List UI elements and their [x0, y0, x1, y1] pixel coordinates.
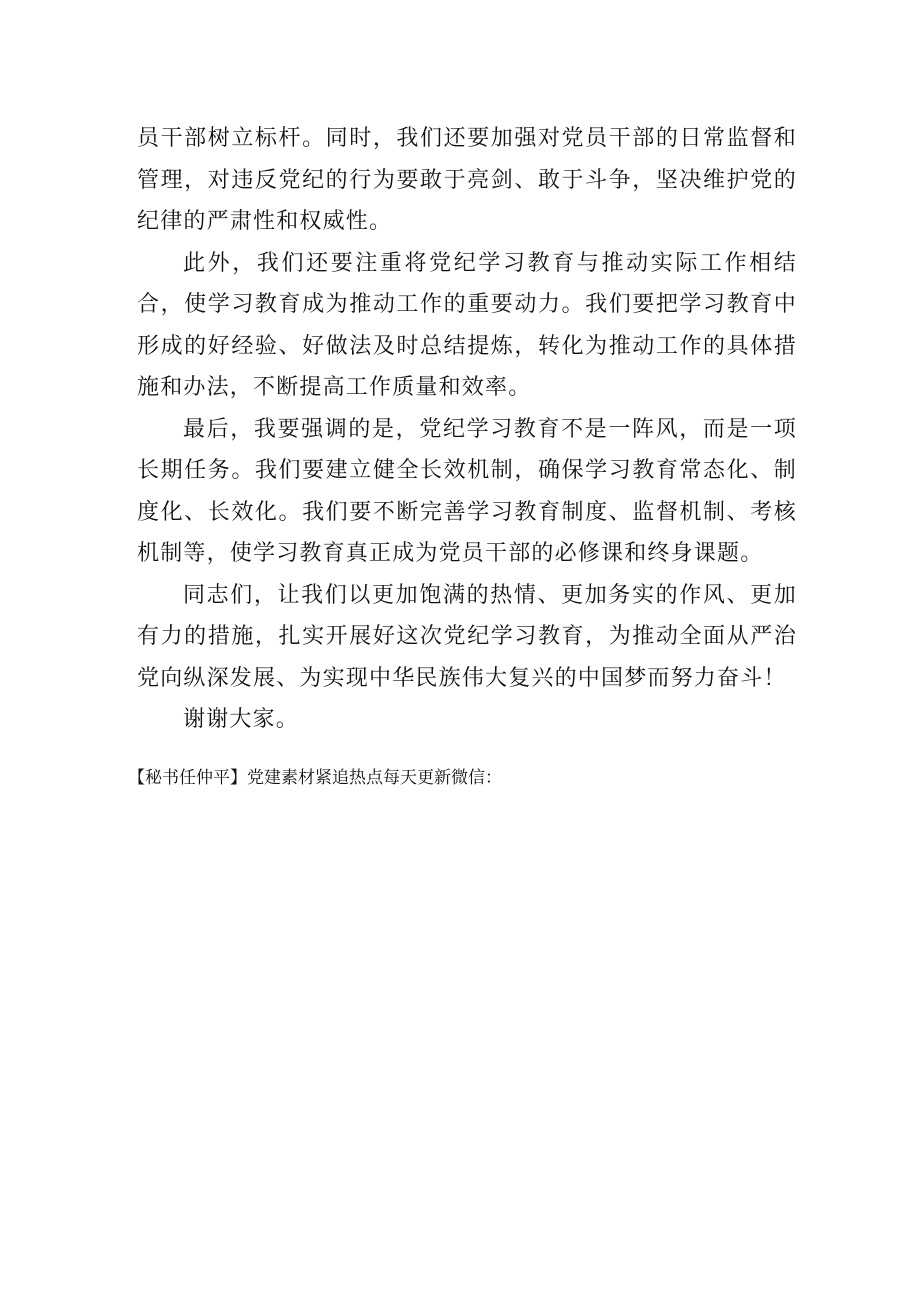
paragraph-3: 最后，我要强调的是，党纪学习教育不是一阵风，而是一项长期任务。我们要建立健全长效机制，确保学习教育常态化、制度化、长效化。我们要不断完善学习教育制度、监督机制、考核机制等，使学习教育真正成为党员干部的必修课和终身课题。 — [137, 416, 797, 566]
footer-note: 【秘书任仲平】党建素材紧追热点每天更新微信： — [128, 768, 502, 788]
paragraph-2: 此外，我们还要注重将党纪学习教育与推动实际工作相结合，使学习教育成为推动工作的重要动力。我们要把学习教育中形成的好经验、好做法及时总结提炼，转化为推动工作的具体措施和办法，不断提高工作质量和效率。 — [137, 250, 797, 400]
paragraph-1: 员干部树立标杆。同时，我们还要加强对党员干部的日常监督和管理，对违反党纪的行为要敢于亮剑、敢于斗争，坚决维护党的纪律的严肃性和权威性。 — [137, 126, 797, 234]
paragraph-4: 同志们，让我们以更加饱满的热情、更加务实的作风、更加有力的措施，扎实开展好这次党纪学习教育，为推动全面从严治党向纵深发展、为实现中华民族伟大复兴的中国梦而努力奋斗！ — [137, 582, 797, 691]
speech-body — [137, 118, 797, 741]
paragraph-closing: 谢谢大家。 — [183, 707, 300, 732]
